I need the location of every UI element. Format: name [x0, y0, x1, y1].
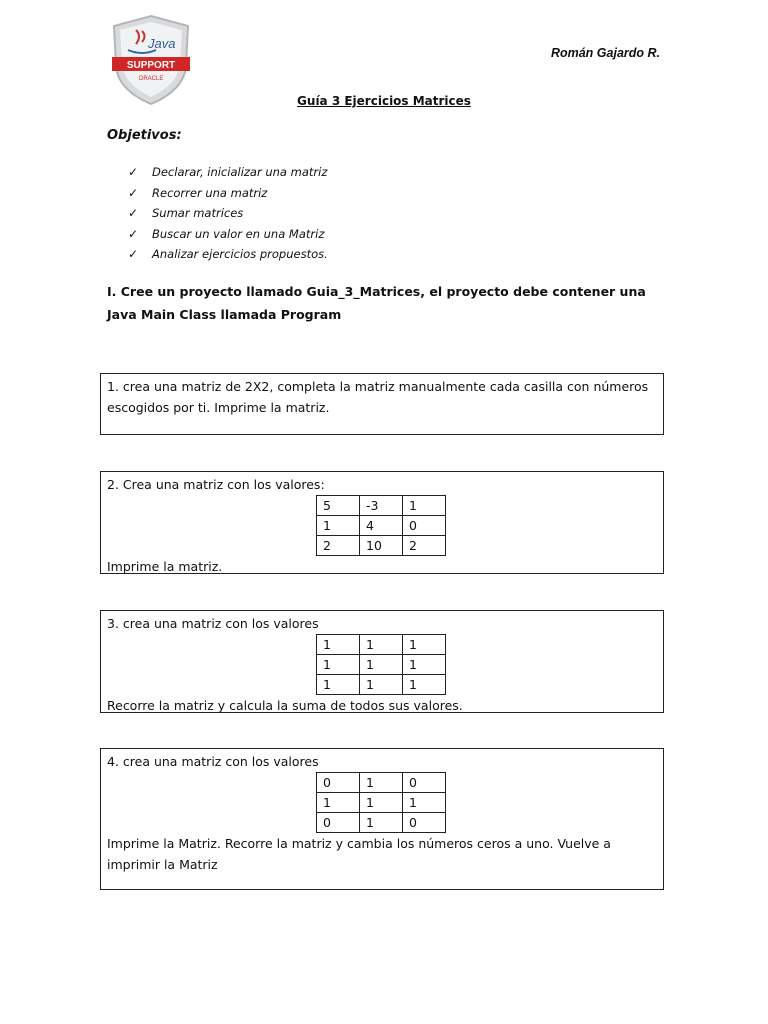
checkmark-icon: ✓ [128, 226, 139, 241]
matrix-cell: 1 [403, 675, 446, 695]
matrix-table [316, 634, 446, 695]
exercise-box-2 [100, 471, 664, 574]
matrix-cell: 0 [403, 773, 446, 793]
matrix-cell: 1 [403, 635, 446, 655]
objective-text: Buscar un valor en una Matriz [152, 226, 325, 241]
table-row [317, 813, 446, 833]
table-row [317, 793, 446, 813]
exercise-text: 1. crea una matriz de 2X2, completa la matriz manualmente cada casilla con números escogidos por ti. Imprime la matriz. [107, 379, 649, 415]
matrix-cell: 4 [360, 516, 403, 536]
matrix-cell: 1 [403, 793, 446, 813]
exercise-text: 3. crea una matriz con los valores [107, 616, 319, 631]
svg-text:ORACLE: ORACLE [138, 76, 164, 82]
matrix-cell: 1 [317, 675, 360, 695]
list-item [128, 185, 328, 206]
matrix-cell: -3 [360, 496, 403, 516]
objective-text: Analizar ejercicios propuestos. [152, 247, 328, 261]
exercise-text: 2. Crea una matriz con los valores: [107, 477, 325, 492]
exercise-box-3 [100, 610, 664, 713]
matrix-cell: 0 [403, 516, 446, 536]
table-row [317, 635, 446, 655]
exercise-followup: Imprime la Matriz. Recorre la matriz y cambia los números ceros a uno. Vuelve a imprimir la Matriz [107, 836, 611, 872]
checkmark-icon: ✓ [128, 165, 139, 179]
exercise-followup: Imprime la matriz. [107, 559, 223, 574]
objectives-heading: Objetivos: [107, 128, 182, 143]
checkmark-icon: ✓ [128, 247, 139, 261]
matrix-table [316, 495, 446, 556]
exercise-text: 4. crea una matriz con los valores [107, 754, 319, 769]
matrix-cell: 1 [317, 635, 360, 655]
exercise-followup: Recorre la matriz y calcula la suma de todos sus valores. [107, 698, 463, 713]
objectives-list [128, 164, 328, 267]
list-item [128, 246, 328, 267]
matrix-cell: 1 [403, 496, 446, 516]
matrix-cell: 2 [317, 536, 360, 556]
matrix-cell: 1 [360, 675, 403, 695]
objective-text: Recorrer una matriz [152, 185, 268, 200]
svg-text:Java: Java [148, 36, 176, 51]
table-row [317, 655, 446, 675]
java-support-logo [106, 14, 196, 106]
matrix-cell: 1 [360, 655, 403, 675]
checkmark-icon: ✓ [128, 185, 139, 200]
matrix-cell: 0 [403, 813, 446, 833]
matrix-cell: 1 [360, 773, 403, 793]
matrix-cell: 1 [403, 655, 446, 675]
matrix-cell: 1 [317, 516, 360, 536]
objective-text: Declarar, inicializar una matriz [152, 165, 328, 179]
objective-text: Sumar matrices [152, 206, 244, 220]
exercise-box-1 [100, 373, 664, 435]
matrix-cell: 1 [317, 793, 360, 813]
author-name: Román Gajardo R. [550, 46, 660, 60]
matrix-cell: 1 [360, 793, 403, 813]
matrix-cell: 5 [317, 496, 360, 516]
table-row [317, 516, 446, 536]
matrix-cell: 1 [317, 655, 360, 675]
table-row [317, 675, 446, 695]
matrix-cell: 0 [317, 773, 360, 793]
matrix-cell: 1 [360, 813, 403, 833]
document-title: Guía 3 Ejercicios Matrices [297, 94, 471, 108]
matrix-cell: 2 [403, 536, 446, 556]
list-item [128, 205, 328, 226]
table-row [317, 496, 446, 516]
instruction-text: I. Cree un proyecto llamado Guia_3_Matrices, el proyecto debe contener una Java Main Class llamada Program [107, 284, 646, 322]
table-row [317, 773, 446, 793]
list-item [128, 226, 328, 247]
svg-text:SUPPORT: SUPPORT [126, 60, 176, 71]
matrix-cell: 10 [360, 536, 403, 556]
exercise-box-4 [100, 748, 664, 890]
list-item [128, 164, 328, 185]
checkmark-icon: ✓ [128, 206, 139, 220]
matrix-table [316, 772, 446, 833]
matrix-cell: 1 [360, 635, 403, 655]
table-row [317, 536, 446, 556]
matrix-cell: 0 [317, 813, 360, 833]
